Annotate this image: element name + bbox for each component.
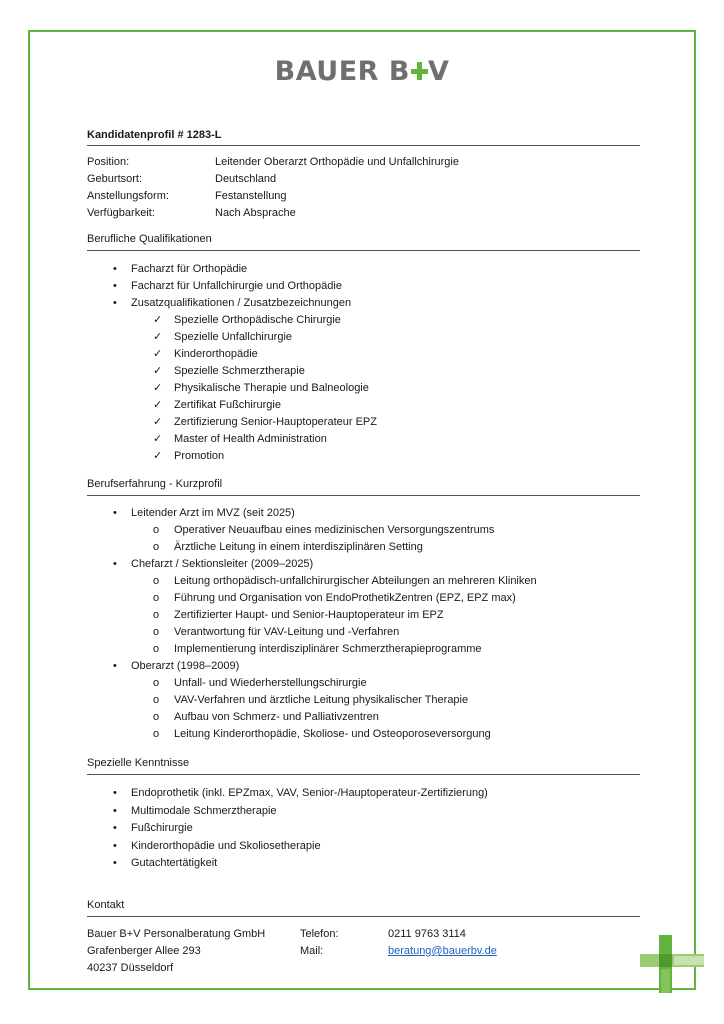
experience-point: Zertifizierter Haupt- und Senior-Hauptoperateur im EPZ [174, 609, 444, 621]
contact-city: 40237 Düsseldorf [87, 962, 174, 974]
experience-point: Ärztliche Leitung in einem interdisziplinären Setting [174, 541, 423, 553]
experience-point: Implementierung interdisziplinärer Schmerztherapieprogramme [174, 643, 482, 655]
divider [87, 495, 640, 496]
divider [87, 250, 640, 251]
qualification-sub-item-bullet-icon: ✓ [153, 450, 163, 462]
detail-birthplace: Geburtsort: Deutschland [87, 173, 277, 185]
qualification-item: Facharzt für Orthopädie [131, 263, 248, 275]
detail-position: Position: Leitender Oberarzt Orthopädie und Unfallchirurgie [87, 156, 459, 168]
skill-item: Gutachtertätigkeit [131, 857, 218, 869]
qualification-sub-item-bullet-icon: ✓ [153, 331, 163, 343]
qualification-sub-item: Spezielle Orthopädische Chirurgie [174, 314, 341, 326]
skill-item-bullet-icon: • [113, 804, 117, 817]
skill-item: Kinderorthopädie und Skoliosetherapie [131, 839, 321, 852]
experience-point: Unfall- und Wiederherstellungschirurgie [174, 677, 367, 689]
skill-item-bullet-icon: • [113, 787, 117, 799]
experience-point-bullet-icon: o [153, 592, 160, 604]
experience-point-bullet-icon: o [153, 524, 160, 536]
skill-item: Endoprothetik (inkl. EPZmax, VAV, Senior-/Hauptoperateur-Zertifizierung) [131, 787, 488, 799]
qualification-item: Facharzt für Unfallchirurgie und Orthopädie [131, 280, 342, 292]
contact-street: Grafenberger Allee 293 [87, 945, 201, 957]
experience-point-bullet-icon: o [153, 541, 160, 553]
qualification-item-bullet-icon: • [113, 263, 117, 275]
plus-icon [411, 61, 427, 81]
experience-point-bullet-icon: o [153, 711, 160, 723]
divider [87, 916, 640, 917]
experience-point-bullet-icon: o [153, 643, 160, 655]
qualification-sub-item-bullet-icon: ✓ [153, 365, 163, 377]
qualification-sub-item: Zertifikat Fußchirurgie [174, 399, 281, 411]
section-heading-qualifications: Berufliche Qualifikationen [87, 233, 212, 245]
detail-employment-type: Anstellungsform: Festanstellung [87, 190, 287, 202]
experience-point: Aufbau von Schmerz- und Palliativzentren [174, 711, 379, 723]
profile-title: Kandidatenprofil # 1283-L [87, 129, 222, 141]
experience-role-bullet-icon: • [113, 507, 117, 519]
experience-role-bullet-icon: • [113, 660, 117, 672]
qualification-item-bullet-icon: • [113, 280, 117, 292]
qualification-sub-item-bullet-icon: ✓ [153, 399, 163, 411]
experience-point-bullet-icon: o [153, 677, 160, 689]
contact-phone-label: Telefon: [300, 928, 339, 940]
contact-phone: 0211 9763 3114 [388, 928, 466, 940]
skill-item-bullet-icon: • [113, 839, 117, 852]
contact-company: Bauer B+V Personalberatung GmbH [87, 928, 266, 940]
qualification-sub-item-bullet-icon: ✓ [153, 382, 163, 394]
qualification-sub-item: Spezielle Schmerztherapie [174, 365, 305, 377]
skill-item-bullet-icon: • [113, 822, 117, 834]
experience-point-bullet-icon: o [153, 626, 160, 638]
experience-point: Leitung orthopädisch-unfallchirurgischer Abteilungen an mehreren Kliniken [174, 575, 537, 587]
section-heading-skills: Spezielle Kenntnisse [87, 757, 190, 769]
qualification-sub-item: Zertifizierung Senior-Hauptoperateur EPZ [174, 416, 377, 428]
qualification-sub-item: Kinderorthopädie [174, 348, 258, 360]
experience-point-bullet-icon: o [153, 609, 160, 621]
experience-point-bullet-icon: o [153, 694, 160, 706]
corner-cross-logo-icon [640, 935, 704, 993]
qualification-sub-item-bullet-icon: ✓ [153, 416, 163, 428]
experience-point: Leitung Kinderorthopädie, Skoliose- und Osteoporoseversorgung [174, 728, 491, 740]
experience-point: Führung und Organisation von EndoProthetikZentren (EPZ, EPZ max) [174, 592, 516, 604]
experience-role-bullet-icon: • [113, 558, 117, 570]
section-heading-contact: Kontakt [87, 899, 125, 911]
detail-availability: Verfügbarkeit: Nach Absprache [87, 207, 296, 219]
experience-point: VAV-Verfahren und ärztliche Leitung physikalischer Therapie [174, 694, 469, 706]
qualification-sub-item-bullet-icon: ✓ [153, 433, 163, 445]
experience-role: Chefarzt / Sektionsleiter (2009–2025) [131, 558, 314, 570]
qualification-sub-item: Master of Health Administration [174, 433, 327, 445]
experience-point-bullet-icon: o [153, 728, 160, 740]
contact-mail-label: Mail: [300, 945, 324, 957]
qualification-sub-item: Spezielle Unfallchirurgie [174, 331, 293, 343]
qualification-item: Zusatzqualifikationen / Zusatzbezeichnungen [131, 297, 352, 309]
skill-item: Fußchirurgie [131, 822, 193, 834]
divider [87, 774, 640, 775]
qualification-sub-item-bullet-icon: ✓ [153, 348, 163, 360]
section-heading-experience: Berufserfahrung - Kurzprofil [87, 478, 223, 490]
qualification-item-bullet-icon: • [113, 297, 117, 309]
skill-item: Multimodale Schmerztherapie [131, 804, 277, 817]
divider [87, 145, 640, 146]
qualification-sub-item: Physikalische Therapie und Balneologie [174, 382, 369, 394]
contact-mail-link[interactable]: beratung@bauerbv.de [388, 945, 497, 957]
experience-role: Oberarzt (1998–2009) [131, 660, 240, 672]
experience-point-bullet-icon: o [153, 575, 160, 587]
experience-point: Operativer Neuaufbau eines medizinischen Versorgungszentrums [174, 524, 495, 536]
company-logo: BAUER B V [274, 56, 450, 87]
qualification-sub-item: Promotion [174, 450, 225, 462]
experience-role: Leitender Arzt im MVZ (seit 2025) [131, 507, 295, 519]
experience-point: Verantwortung für VAV-Leitung und -Verfahren [174, 626, 400, 638]
qualification-sub-item-bullet-icon: ✓ [153, 314, 163, 326]
skill-item-bullet-icon: • [113, 857, 117, 869]
